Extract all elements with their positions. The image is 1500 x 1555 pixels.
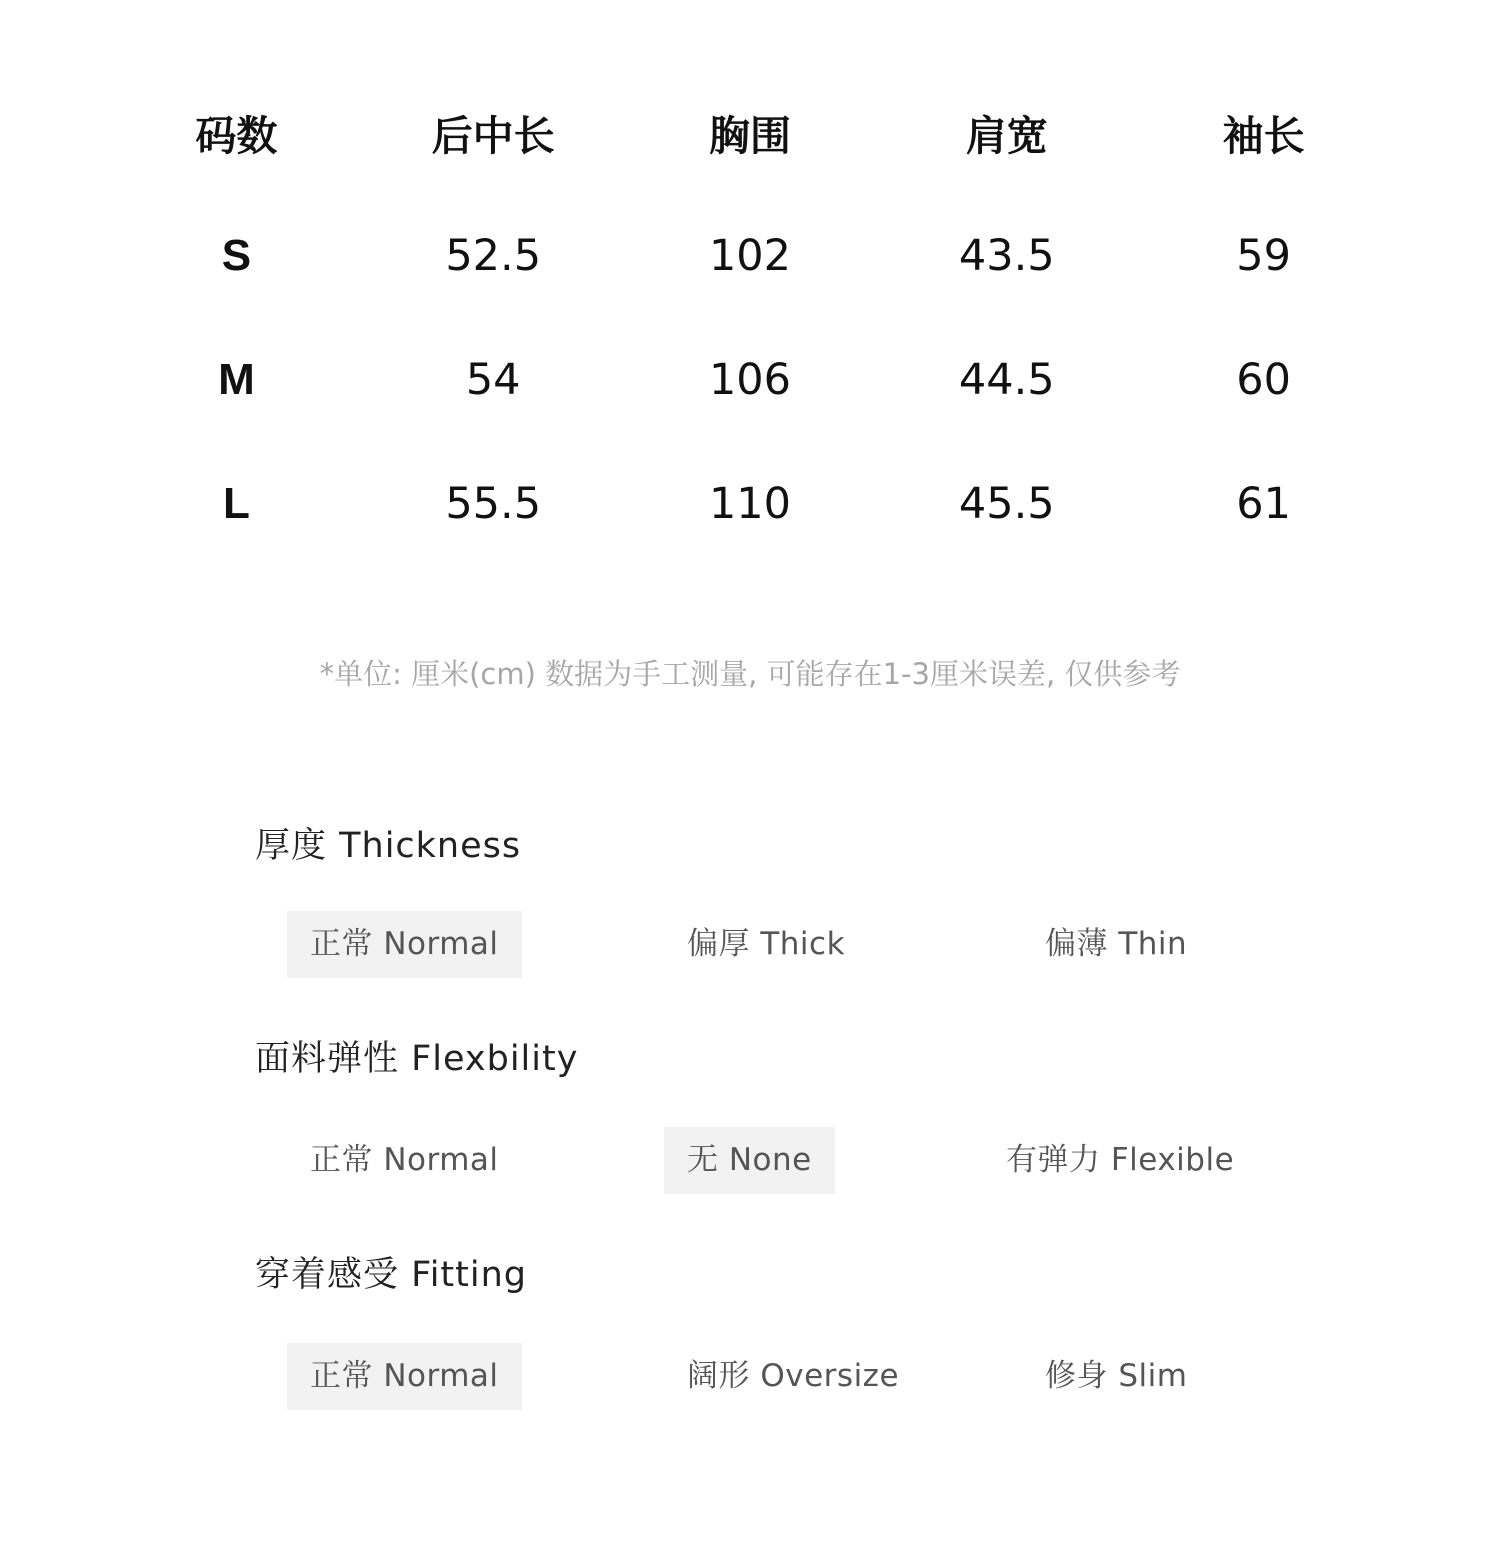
chest-value: 110 — [708, 479, 792, 529]
thickness-title: 厚度 Thickness — [255, 826, 522, 866]
thickness-option-thin[interactable]: 偏薄 Thin — [1045, 926, 1188, 962]
chest-value: 102 — [708, 231, 792, 281]
shoulder-value: 44.5 — [958, 355, 1055, 405]
table-row — [108, 194, 1392, 318]
header-sleeve: 袖长 — [1222, 111, 1305, 160]
flexibility-option-none[interactable]: 无 None — [664, 1127, 835, 1194]
size-label: L — [222, 479, 250, 528]
sleeve-value: 59 — [1236, 231, 1291, 281]
header-shoulder: 肩宽 — [965, 111, 1048, 160]
sleeve-value: 60 — [1236, 355, 1291, 405]
flexibility-option-flexible[interactable]: 有弹力 Flexible — [1006, 1142, 1235, 1178]
chest-value: 106 — [708, 355, 792, 405]
back-length-value: 52.5 — [445, 231, 542, 281]
fitting-option-oversize[interactable]: 阔形 Oversize — [687, 1358, 900, 1394]
back-length-value: 54 — [465, 355, 521, 405]
thickness-option-normal[interactable]: 正常 Normal — [287, 911, 522, 978]
fitting-option-slim[interactable]: 修身 Slim — [1045, 1358, 1188, 1394]
shoulder-value: 43.5 — [958, 231, 1055, 281]
thickness-option-thick[interactable]: 偏厚 Thick — [687, 926, 846, 962]
header-back-length: 后中长 — [431, 111, 555, 160]
shoulder-value: 45.5 — [958, 479, 1055, 529]
measurement-note: *单位: 厘米(cm) 数据为手工测量, 可能存在1-3厘米误差, 仅供参考 — [319, 657, 1181, 691]
sleeve-value: 61 — [1236, 479, 1291, 529]
fitting-option-normal[interactable]: 正常 Normal — [287, 1343, 522, 1410]
fitting-title: 穿着感受 Fitting — [255, 1255, 528, 1295]
flexibility-title: 面料弹性 Flexbility — [255, 1039, 579, 1079]
size-table-header-row — [108, 70, 1392, 194]
size-label: M — [218, 355, 255, 404]
flexibility-option-normal[interactable]: 正常 Normal — [310, 1142, 499, 1178]
table-row — [108, 318, 1392, 442]
size-label: S — [221, 231, 252, 280]
header-chest: 胸围 — [708, 111, 791, 160]
table-row — [108, 442, 1392, 566]
size-table — [108, 70, 1392, 566]
header-size: 码数 — [195, 111, 278, 160]
back-length-value: 55.5 — [445, 479, 542, 529]
